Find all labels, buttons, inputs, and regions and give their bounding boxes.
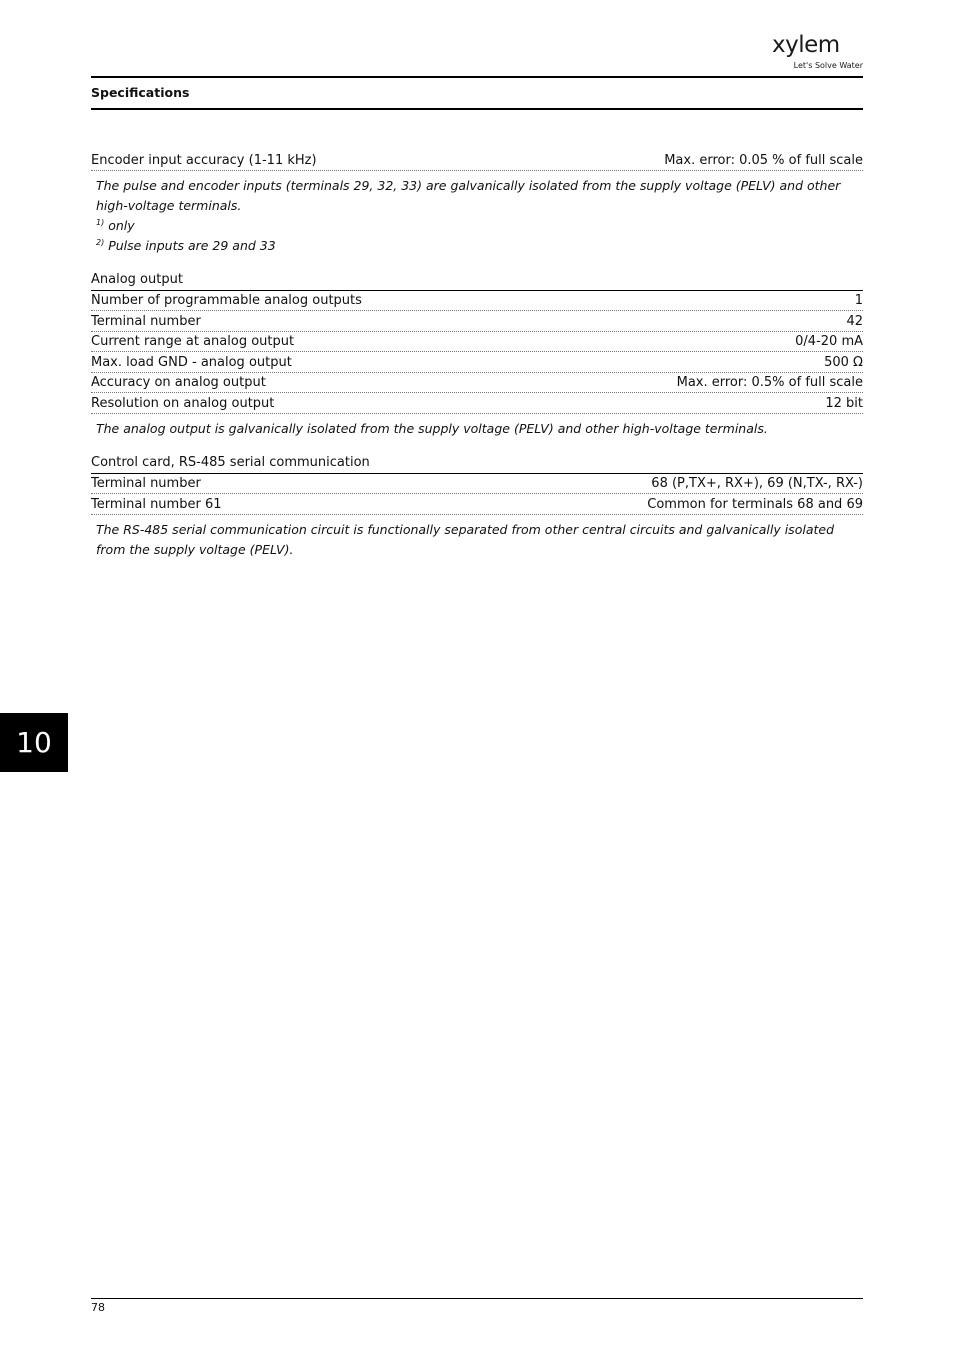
spec-label: Terminal number xyxy=(91,313,201,329)
footnote-1 xyxy=(96,216,863,236)
rs485-note: The RS-485 serial communication circuit is functionally separated from other central circuits and galvanically isolated from the supply voltage (PELV). xyxy=(96,521,835,557)
footnote-text: Pulse inputs are 29 and 33 xyxy=(108,237,276,253)
rs485-row xyxy=(91,494,863,515)
spec-value: 42 xyxy=(846,313,863,329)
spec-value: 12 bit xyxy=(825,395,863,411)
spec-label: Max. load GND - analog output xyxy=(91,354,292,370)
chapter-tab: 10 xyxy=(0,713,68,772)
spec-label: Resolution on analog output xyxy=(91,395,275,411)
spec-value: 500 Ω xyxy=(824,354,863,370)
logo-tagline: Let's Solve Water xyxy=(793,61,863,70)
analog-output-note: The analog output is galvanically isolated from the supply voltage (PELV) and other high-voltage terminals. xyxy=(96,420,768,436)
header-bottom-rule xyxy=(91,108,863,110)
footnote-2 xyxy=(96,236,863,256)
spec-value: Common for terminals 68 and 69 xyxy=(647,496,863,512)
encoder-note-text: The pulse and encoder inputs (terminals 29, 32, 33) are galvanically isolated from the supply voltage (PELV) and other high-voltage terminals. xyxy=(96,177,841,213)
analog-row xyxy=(91,373,863,394)
rs485-heading: Control card, RS-485 serial communication xyxy=(91,453,863,474)
spec-content xyxy=(91,150,863,560)
spec-label: Encoder input accuracy (1-11 kHz) xyxy=(91,152,317,168)
spec-value: 0/4-20 mA xyxy=(795,334,863,349)
spec-value: 1 xyxy=(854,293,863,308)
spec-label: Current range at analog output xyxy=(91,334,295,349)
spec-value: Max. error: 0.05 % of full scale xyxy=(664,152,863,168)
encoder-note xyxy=(91,171,863,256)
analog-output-heading: Analog output xyxy=(91,270,863,291)
analog-row xyxy=(91,311,863,332)
rs485-row xyxy=(91,474,863,495)
spec-row-encoder-accuracy xyxy=(91,150,863,171)
spec-label: Number of programmable analog outputs xyxy=(91,293,362,308)
section-title: Specifications xyxy=(91,85,190,100)
analog-row xyxy=(91,352,863,373)
analog-row xyxy=(91,332,863,353)
spec-label: Accuracy on analog output xyxy=(91,375,266,390)
footnote-mark: 1) xyxy=(96,217,105,227)
footnote-text: only xyxy=(108,217,135,233)
footer-rule xyxy=(91,1298,863,1299)
xylem-logo xyxy=(768,32,868,72)
spec-label: Terminal number 61 xyxy=(91,496,222,512)
page-number: 78 xyxy=(91,1301,105,1314)
analog-row xyxy=(91,291,863,312)
header-top-rule xyxy=(91,76,863,78)
logo-wordmark: xylem xyxy=(772,32,840,58)
analog-row xyxy=(91,393,863,414)
spec-value: Max. error: 0.5% of full scale xyxy=(676,375,863,390)
spec-value: 68 (P,TX+, RX+), 69 (N,TX-, RX-) xyxy=(651,476,863,491)
footnote-mark: 2) xyxy=(96,237,105,247)
spec-label: Terminal number xyxy=(91,476,201,491)
